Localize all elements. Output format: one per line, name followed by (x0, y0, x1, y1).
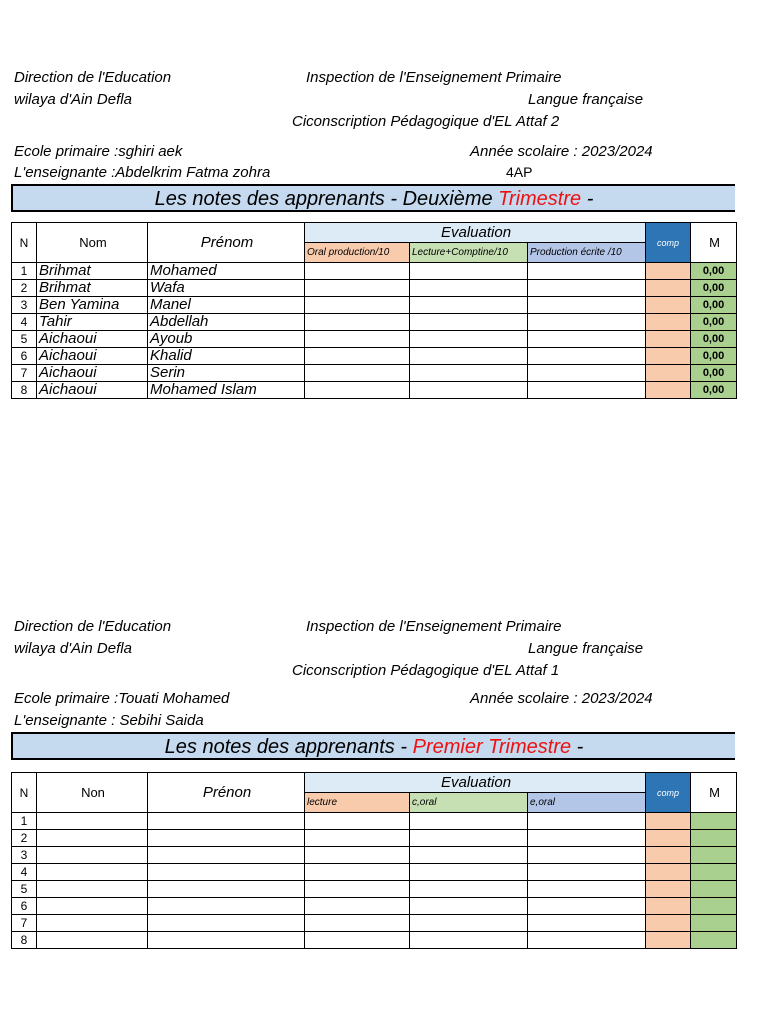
grade-cell-3[interactable] (528, 365, 646, 382)
average-cell: 0,00 (691, 314, 737, 331)
student-first-name (148, 915, 305, 932)
table-row (12, 813, 737, 830)
table-row (12, 365, 737, 382)
banner-suffix: - (581, 188, 594, 210)
grade-cell-2[interactable] (410, 297, 528, 314)
grade-cell-2[interactable] (410, 932, 528, 949)
comp-cell[interactable] (646, 263, 691, 280)
grade-cell-1[interactable] (305, 263, 410, 280)
student-first-name: Mohamed (148, 263, 305, 280)
grade-cell-3[interactable] (528, 830, 646, 847)
table-row (12, 864, 737, 881)
student-first-name (148, 864, 305, 881)
col-production-header: Production écrite /10 (528, 243, 646, 263)
wilaya-label: wilaya d'Ain Defla (14, 640, 132, 657)
banner-trimester: Premier Trimestre (412, 736, 572, 758)
average-cell (691, 813, 737, 830)
grade-cell-1[interactable] (305, 898, 410, 915)
grade-cell-3[interactable] (528, 280, 646, 297)
comp-cell[interactable] (646, 847, 691, 864)
table-row (12, 830, 737, 847)
grade-cell-1[interactable] (305, 365, 410, 382)
col-c-oral-header: c,oral (410, 793, 528, 813)
col-n-header: N (12, 773, 37, 813)
comp-cell[interactable] (646, 932, 691, 949)
annee-label: Année scolaire : 2023/2024 (470, 143, 653, 160)
grade-cell-1[interactable] (305, 382, 410, 399)
grade-cell-3[interactable] (528, 263, 646, 280)
grade-cell-2[interactable] (410, 348, 528, 365)
doc1-grades-table (11, 222, 737, 399)
average-cell: 0,00 (691, 263, 737, 280)
grade-cell-3[interactable] (528, 898, 646, 915)
grade-cell-2[interactable] (410, 280, 528, 297)
student-first-name (148, 813, 305, 830)
comp-cell[interactable] (646, 898, 691, 915)
average-cell: 0,00 (691, 297, 737, 314)
student-last-name (37, 864, 148, 881)
average-cell: 0,00 (691, 382, 737, 399)
row-number: 6 (12, 898, 37, 915)
student-first-name: Manel (148, 297, 305, 314)
student-last-name: Ben Yamina (37, 297, 148, 314)
student-first-name: Serin (148, 365, 305, 382)
student-first-name: Mohamed Islam (148, 382, 305, 399)
direction-label: Direction de l'Education (14, 618, 172, 635)
col-lecture-header: Lecture+Comptine/10 (410, 243, 528, 263)
comp-cell[interactable] (646, 830, 691, 847)
niveau-label: 4AP (506, 164, 533, 180)
grade-cell-1[interactable] (305, 314, 410, 331)
comp-cell[interactable] (646, 331, 691, 348)
banner-trimester: Trimestre (498, 188, 582, 210)
table-row (12, 881, 737, 898)
grade-cell-3[interactable] (528, 881, 646, 898)
student-last-name: Aichaoui (37, 382, 148, 399)
grade-cell-2[interactable] (410, 898, 528, 915)
col-m-header: M (691, 223, 737, 263)
grade-cell-2[interactable] (410, 382, 528, 399)
grade-cell-2[interactable] (410, 331, 528, 348)
banner-prefix: Les notes des apprenants - Deuxième (154, 188, 499, 210)
col-prenom-header: Prénon (148, 773, 305, 813)
student-last-name (37, 915, 148, 932)
doc1-title-banner (11, 184, 735, 212)
col-lecture-header: lecture (305, 793, 410, 813)
row-number: 8 (12, 932, 37, 949)
student-first-name (148, 932, 305, 949)
inspection-label: Inspection de l'Enseignement Primaire (306, 618, 562, 635)
comp-cell[interactable] (646, 382, 691, 399)
grade-cell-2[interactable] (410, 864, 528, 881)
banner-suffix: - (571, 736, 584, 758)
grade-cell-1[interactable] (305, 331, 410, 348)
grade-cell-3[interactable] (528, 348, 646, 365)
grade-cell-1[interactable] (305, 348, 410, 365)
row-number: 5 (12, 881, 37, 898)
col-e-oral-header: e,oral (528, 793, 646, 813)
table-row (12, 847, 737, 864)
row-number: 1 (12, 813, 37, 830)
average-cell (691, 881, 737, 898)
average-cell (691, 898, 737, 915)
grade-cell-2[interactable] (410, 915, 528, 932)
row-number: 8 (12, 382, 37, 399)
average-cell: 0,00 (691, 331, 737, 348)
table-row (12, 382, 737, 399)
enseignante-label: L'enseignante : Sebihi Saida (14, 712, 204, 729)
grade-cell-1[interactable] (305, 881, 410, 898)
average-cell (691, 830, 737, 847)
student-first-name (148, 898, 305, 915)
comp-cell[interactable] (646, 881, 691, 898)
grade-cell-1[interactable] (305, 830, 410, 847)
grade-cell-3[interactable] (528, 314, 646, 331)
grade-cell-1[interactable] (305, 297, 410, 314)
grade-cell-1[interactable] (305, 813, 410, 830)
table-row (12, 280, 737, 297)
average-cell: 0,00 (691, 365, 737, 382)
student-last-name (37, 898, 148, 915)
grade-cell-1[interactable] (305, 864, 410, 881)
student-last-name (37, 813, 148, 830)
col-comp-header: comp (646, 223, 691, 263)
grade-cell-1[interactable] (305, 280, 410, 297)
circonscription-label: Ciconscription Pédagogique d'EL Attaf 1 (292, 662, 560, 679)
student-first-name: Wafa (148, 280, 305, 297)
student-last-name (37, 881, 148, 898)
col-m-header: M (691, 773, 737, 813)
langue-label: Langue française (528, 91, 644, 108)
student-first-name: Ayoub (148, 331, 305, 348)
grade-cell-2[interactable] (410, 813, 528, 830)
row-number: 7 (12, 365, 37, 382)
row-number: 3 (12, 847, 37, 864)
wilaya-label: wilaya d'Ain Defla (14, 91, 132, 108)
comp-cell[interactable] (646, 365, 691, 382)
average-cell (691, 864, 737, 881)
banner-prefix: Les notes des apprenants - (164, 736, 413, 758)
ecole-label: Ecole primaire :sghiri aek (14, 143, 183, 160)
grade-cell-1[interactable] (305, 932, 410, 949)
grade-cell-3[interactable] (528, 847, 646, 864)
comp-cell[interactable] (646, 280, 691, 297)
doc2-grades-table (11, 772, 737, 949)
col-evaluation-header: Evaluation (305, 773, 646, 793)
student-last-name: Aichaoui (37, 365, 148, 382)
student-first-name: Abdellah (148, 314, 305, 331)
circonscription-label: Ciconscription Pédagogique d'EL Attaf 2 (292, 113, 560, 130)
grade-cell-2[interactable] (410, 365, 528, 382)
inspection-label: Inspection de l'Enseignement Primaire (306, 69, 562, 86)
student-last-name: Brihmat (37, 280, 148, 297)
col-nom-header: Non (37, 773, 148, 813)
grade-cell-2[interactable] (410, 881, 528, 898)
student-first-name (148, 830, 305, 847)
col-oral-header: Oral production/10 (305, 243, 410, 263)
row-number: 7 (12, 915, 37, 932)
table-row (12, 331, 737, 348)
comp-cell[interactable] (646, 348, 691, 365)
row-number: 6 (12, 348, 37, 365)
student-last-name: Aichaoui (37, 331, 148, 348)
grade-cell-1[interactable] (305, 915, 410, 932)
table-row (12, 915, 737, 932)
row-number: 2 (12, 830, 37, 847)
student-last-name: Tahir (37, 314, 148, 331)
student-last-name (37, 847, 148, 864)
table-row (12, 314, 737, 331)
table-row (12, 297, 737, 314)
row-number: 4 (12, 864, 37, 881)
row-number: 5 (12, 331, 37, 348)
student-first-name (148, 881, 305, 898)
student-last-name: Aichaoui (37, 348, 148, 365)
col-n-header: N (12, 223, 37, 263)
average-cell (691, 915, 737, 932)
student-last-name: Brihmat (37, 263, 148, 280)
grade-cell-3[interactable] (528, 864, 646, 881)
table-row (12, 898, 737, 915)
comp-cell[interactable] (646, 813, 691, 830)
average-cell (691, 932, 737, 949)
student-last-name (37, 932, 148, 949)
student-last-name (37, 830, 148, 847)
enseignante-label: L'enseignante :Abdelkrim Fatma zohra (14, 164, 271, 181)
row-number: 3 (12, 297, 37, 314)
comp-cell[interactable] (646, 314, 691, 331)
row-number: 1 (12, 263, 37, 280)
comp-cell[interactable] (646, 864, 691, 881)
average-cell (691, 847, 737, 864)
table-row (12, 348, 737, 365)
col-comp-header: comp (646, 773, 691, 813)
annee-label: Année scolaire : 2023/2024 (470, 690, 653, 707)
col-nom-header: Nom (37, 223, 148, 263)
row-number: 4 (12, 314, 37, 331)
direction-label: Direction de l'Education (14, 69, 172, 86)
grade-cell-3[interactable] (528, 915, 646, 932)
average-cell: 0,00 (691, 348, 737, 365)
table-row (12, 932, 737, 949)
student-first-name (148, 847, 305, 864)
grade-cell-2[interactable] (410, 314, 528, 331)
table-row (12, 263, 737, 280)
grade-cell-3[interactable] (528, 932, 646, 949)
grade-cell-2[interactable] (410, 830, 528, 847)
col-prenom-header: Prénom (148, 223, 305, 263)
grade-cell-3[interactable] (528, 813, 646, 830)
grade-cell-3[interactable] (528, 382, 646, 399)
grade-cell-2[interactable] (410, 847, 528, 864)
average-cell: 0,00 (691, 280, 737, 297)
ecole-label: Ecole primaire :Touati Mohamed (14, 690, 230, 707)
grade-cell-2[interactable] (410, 263, 528, 280)
grade-cell-3[interactable] (528, 331, 646, 348)
student-first-name: Khalid (148, 348, 305, 365)
langue-label: Langue française (528, 640, 644, 657)
grade-cell-1[interactable] (305, 847, 410, 864)
row-number: 2 (12, 280, 37, 297)
col-evaluation-header: Evaluation (305, 223, 646, 243)
grade-cell-3[interactable] (528, 297, 646, 314)
doc2-title-banner (11, 732, 735, 760)
comp-cell[interactable] (646, 297, 691, 314)
comp-cell[interactable] (646, 915, 691, 932)
